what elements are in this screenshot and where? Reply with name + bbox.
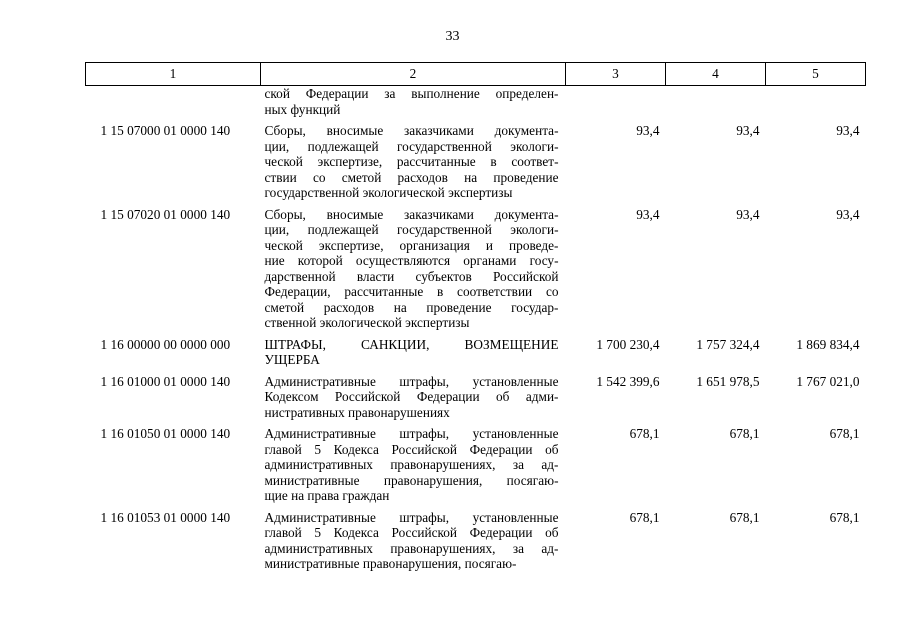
row-code: 1 16 01000 01 0000 140: [100, 373, 231, 389]
row-value-1: 93,4: [636, 123, 660, 138]
row-name-line: ческой экспертизе, организация и проведе-: [264, 237, 559, 253]
row-value-3: [766, 86, 866, 124]
row-value-3: 93,4: [836, 123, 860, 138]
row-name-line: административных правонарушениях, за ад-: [264, 540, 559, 556]
table-row: [86, 510, 866, 578]
row-name-line: ственной экологической экспертизы: [264, 315, 470, 330]
row-code: [86, 86, 261, 124]
row-value-2: 1 757 324,4: [696, 336, 760, 352]
row-code: 1 16 01053 01 0000 140: [100, 509, 231, 525]
row-name-line: ных функций: [264, 101, 341, 117]
row-value-3: 1 869 834,4: [796, 336, 860, 352]
row-value-1: [566, 86, 666, 124]
row-name-line: Административные штрафы, установленные: [264, 426, 559, 441]
table-row: [86, 426, 866, 510]
row-name: [261, 374, 566, 427]
table-row: [86, 337, 866, 374]
row-name-line: главой 5 Кодекса Российской Федерации об: [264, 441, 559, 457]
row-name-line: государственной экологической экспертизы: [264, 185, 513, 200]
row-name-line: ШТРАФЫ, САНКЦИИ, ВОЗМЕЩЕНИЕ: [264, 336, 559, 352]
row-name-line: УЩЕРБА: [264, 352, 320, 367]
row-name-line: ской Федерации за выполнение определен-: [264, 86, 559, 101]
row-name-line: Административные штрафы, установленные: [264, 373, 559, 389]
row-value-1: 678,1: [629, 426, 660, 441]
budget-table: [85, 62, 866, 578]
page-number: 33: [445, 29, 460, 44]
row-name-line: щие на права граждан: [264, 488, 390, 503]
row-value-3: 1 767 021,0: [796, 373, 860, 389]
table-row: [86, 374, 866, 427]
table-header: [86, 63, 866, 86]
row-code: 1 16 00000 00 0000 000: [100, 336, 231, 352]
row-value-1: 1 700 230,4: [596, 336, 660, 352]
row-name-line: Федерации, рассчитанные в соответствии со: [264, 284, 559, 299]
row-value-3: 678,1: [829, 509, 860, 525]
row-name-line: министративные правонарушения, посягаю-: [264, 556, 517, 571]
row-value-2: [666, 86, 766, 124]
row-value-3: 93,4: [836, 206, 860, 222]
row-value-2: 93,4: [736, 206, 760, 222]
row-name-line: Административные штрафы, установленные: [264, 509, 559, 525]
row-name-line: дарственной власти субъектов Российской: [264, 268, 559, 284]
table-row: [86, 207, 866, 337]
row-name-line: ние которой осуществляются органами госу-: [264, 253, 559, 268]
row-value-2: 1 651 978,5: [696, 373, 760, 389]
row-name-line: Сборы, вносимые заказчиками документа-: [264, 206, 559, 222]
header-row: [86, 63, 866, 86]
row-name-line: министративные правонарушения, посягаю-: [264, 472, 559, 488]
header-col-4: 4: [666, 63, 766, 86]
row-name-line: сметой расходов на проведение государ-: [264, 299, 559, 315]
header-col-1: 1: [86, 63, 261, 86]
row-name-line: нистративных правонарушениях: [264, 404, 450, 420]
row-name: [261, 123, 566, 207]
row-code: 1 15 07020 01 0000 140: [100, 206, 231, 222]
row-name-line: ствии со сметой расходов на проведение: [264, 169, 559, 185]
row-value-1: 1 542 399,6: [596, 373, 660, 389]
table-body: [86, 86, 866, 578]
row-value-2: 678,1: [729, 426, 760, 441]
row-value-2: 678,1: [729, 509, 760, 525]
row-name: [261, 337, 566, 374]
row-code: 1 15 07000 01 0000 140: [100, 123, 231, 138]
row-name: [261, 86, 566, 124]
row-name-line: ческой экспертизе, рассчитанные в соответ-: [264, 154, 559, 169]
header-col-3: 3: [566, 63, 666, 86]
row-value-2: 93,4: [736, 123, 760, 138]
row-code: 1 16 01050 01 0000 140: [100, 426, 231, 441]
row-name-line: административных правонарушениях, за ад-: [264, 457, 559, 472]
row-name-line: Кодексом Российской Федерации об адми-: [264, 389, 559, 404]
row-name-line: главой 5 Кодекса Российской Федерации об: [264, 525, 559, 540]
row-value-3: 678,1: [829, 426, 860, 441]
row-name-line: ции, подлежащей государственной экологи-: [264, 222, 559, 237]
row-name-line: Сборы, вносимые заказчиками документа-: [264, 123, 559, 138]
row-name-line: ции, подлежащей государственной экологи-: [264, 138, 559, 154]
row-value-1: 93,4: [636, 206, 660, 222]
header-col-5: 5: [766, 63, 866, 86]
row-value-1: 678,1: [629, 509, 660, 525]
row-name: [261, 207, 566, 337]
row-name: [261, 426, 566, 510]
header-col-2: 2: [261, 63, 566, 86]
row-name: [261, 510, 566, 578]
table-row: [86, 86, 866, 124]
table-row: [86, 123, 866, 207]
